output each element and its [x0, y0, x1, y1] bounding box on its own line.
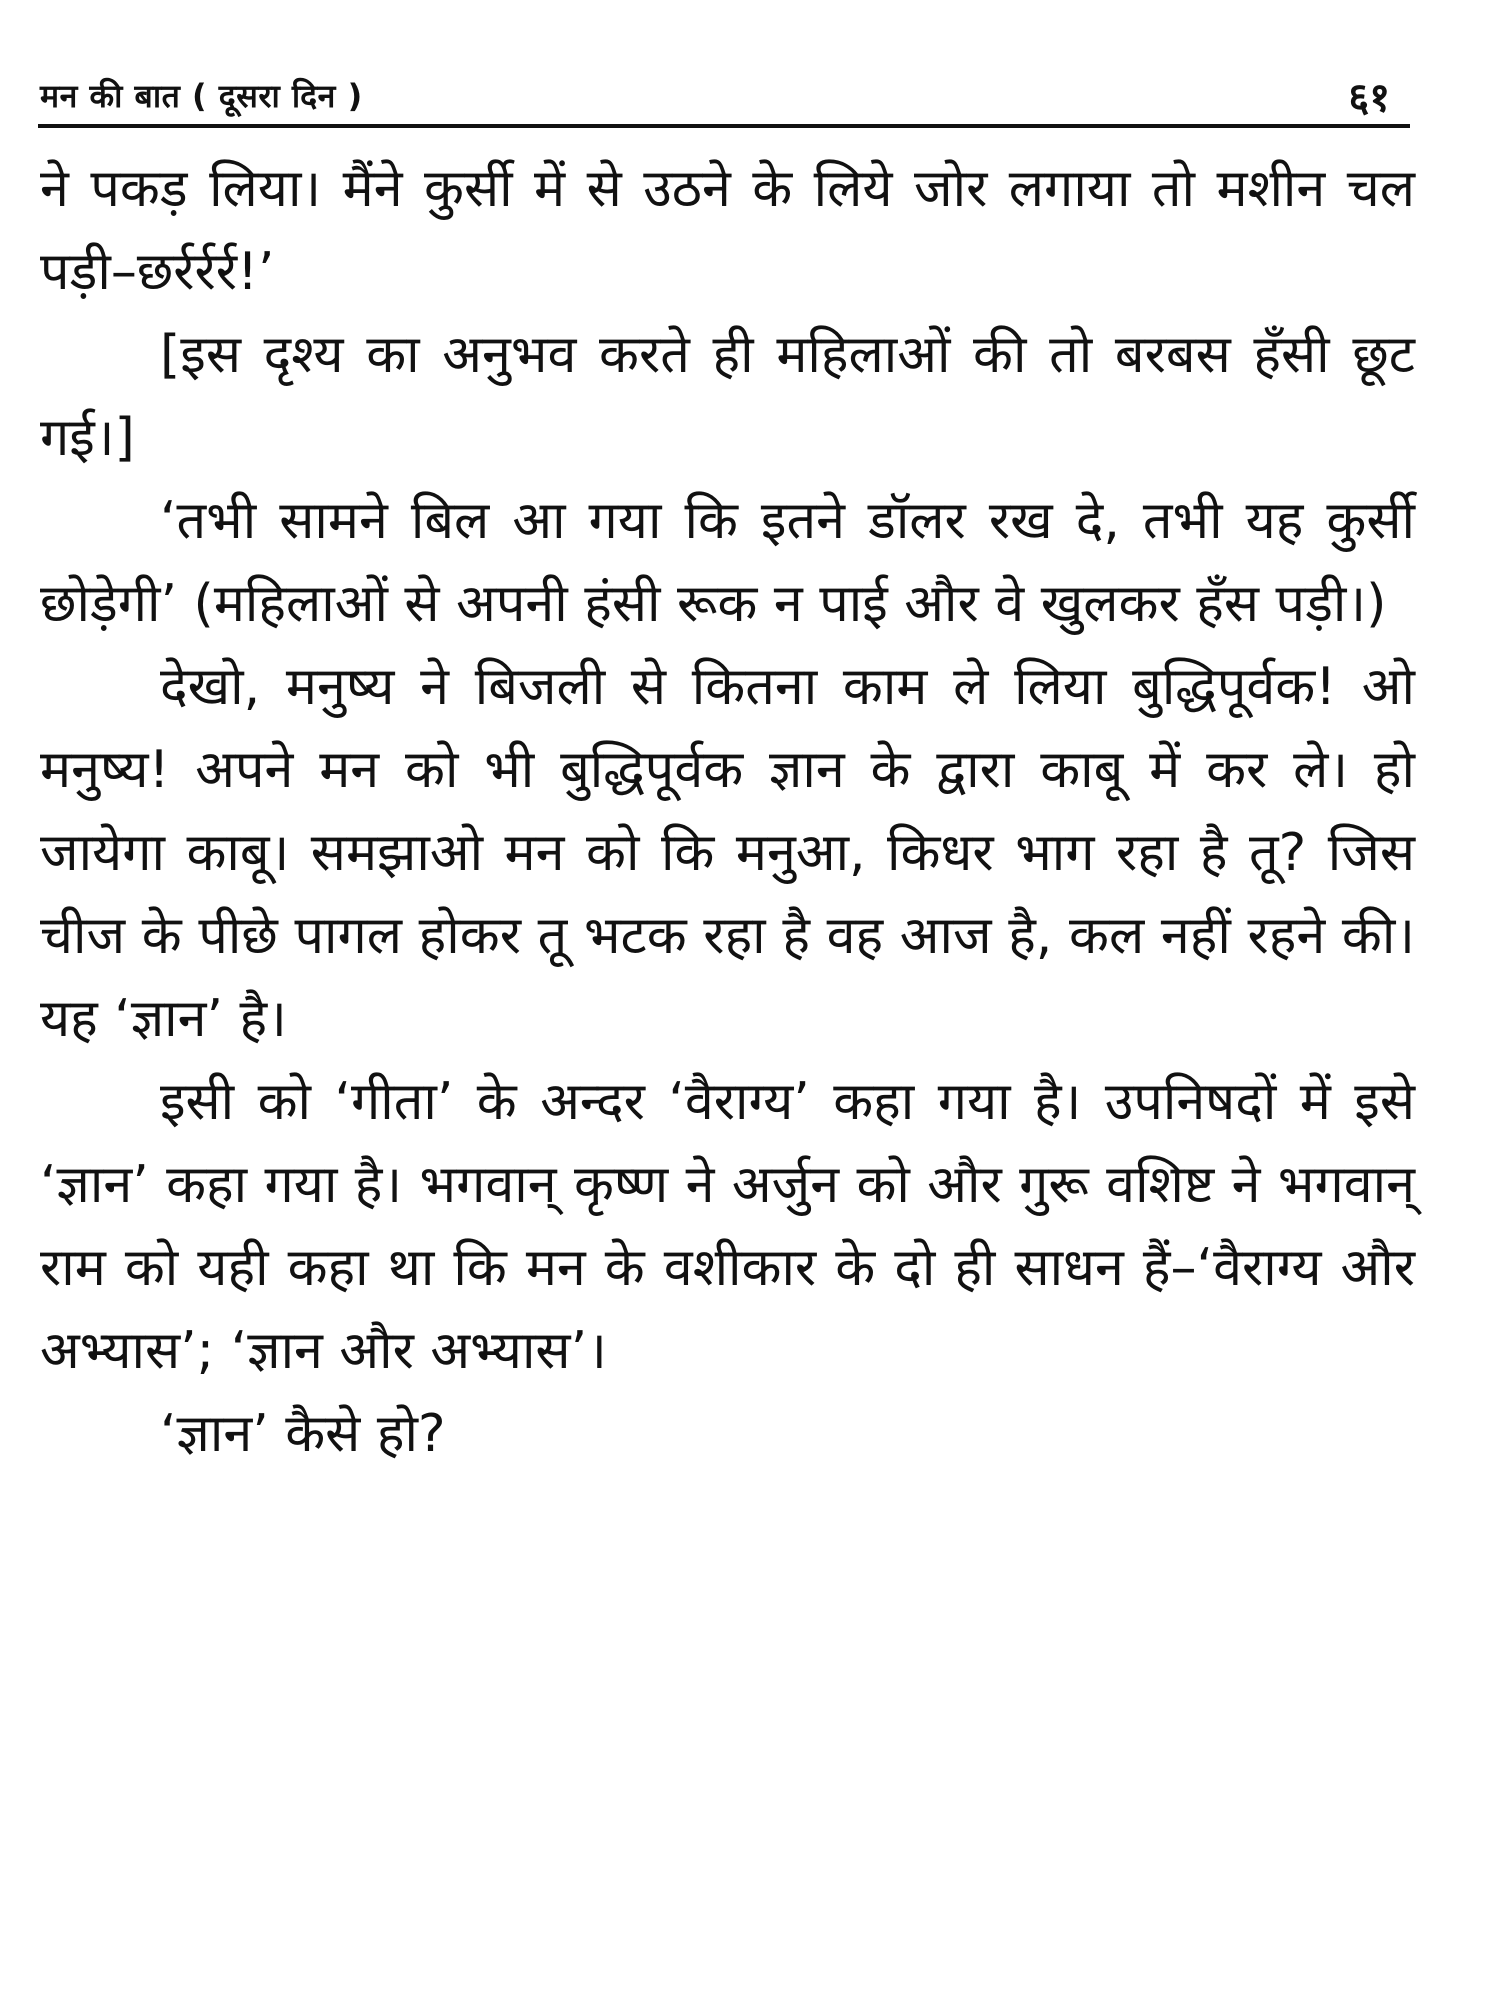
paragraph: ने पकड़ लिया। मैंने कुर्सी में से उठने के लिये जोर लगाया तो मशीन चल पड़ी–छर्रर्रर्र!’ [40, 159, 1415, 302]
running-header [40, 68, 1410, 128]
paragraph: देखो, मनुष्य ने बिजली से कितना काम ले लिया बुद्धिपूर्वक! ओ मनुष्य! अपने मन को भी बुद्धिपूर्वक ज्ञान के द्वारा काबू में कर ले। हो जायेगा काबू। समझाओ मन को कि मनुआ, किधर भाग रहा है तू? जिस चीज के पीछे पागल होकर तू भटक रहा है वह आज है, कल नहीं रहने की। यह ‘ज्ञान’ है। [40, 657, 1415, 1049]
body-text [40, 148, 1415, 1476]
paragraph: इसी को ‘गीता’ के अन्दर ‘वैराग्य’ कहा गया है। उपनिषदों में इसे ‘ज्ञान’ कहा गया है। भगवान् कृष्ण ने अर्जुन को और गुरू वशिष्ट ने भगवान् राम को यही कहा था कि मन के वशीकार के दो ही साधन हैं–‘वैराग्य और अभ्यास’; ‘ज्ञान और अभ्यास’। [40, 1072, 1415, 1381]
page-number: ६१ [1348, 75, 1390, 121]
paragraph: ‘तभी सामने बिल आ गया कि इतने डॉलर रख दे, तभी यह कुर्सी छोड़ेगी’ (महिलाओं से अपनी हंसी रूक न पाई और वे खुलकर हँस पड़ी।) [40, 491, 1415, 634]
paragraph: ‘ज्ञान’ कैसे हो? [160, 1404, 446, 1464]
running-title: मन की बात ( दूसरा दिन ) [40, 77, 363, 115]
paragraph: [इस दृश्य का अनुभव करते ही महिलाओं की तो बरबस हँसी छूट गई।] [40, 325, 1415, 468]
header-rule [38, 124, 1410, 128]
